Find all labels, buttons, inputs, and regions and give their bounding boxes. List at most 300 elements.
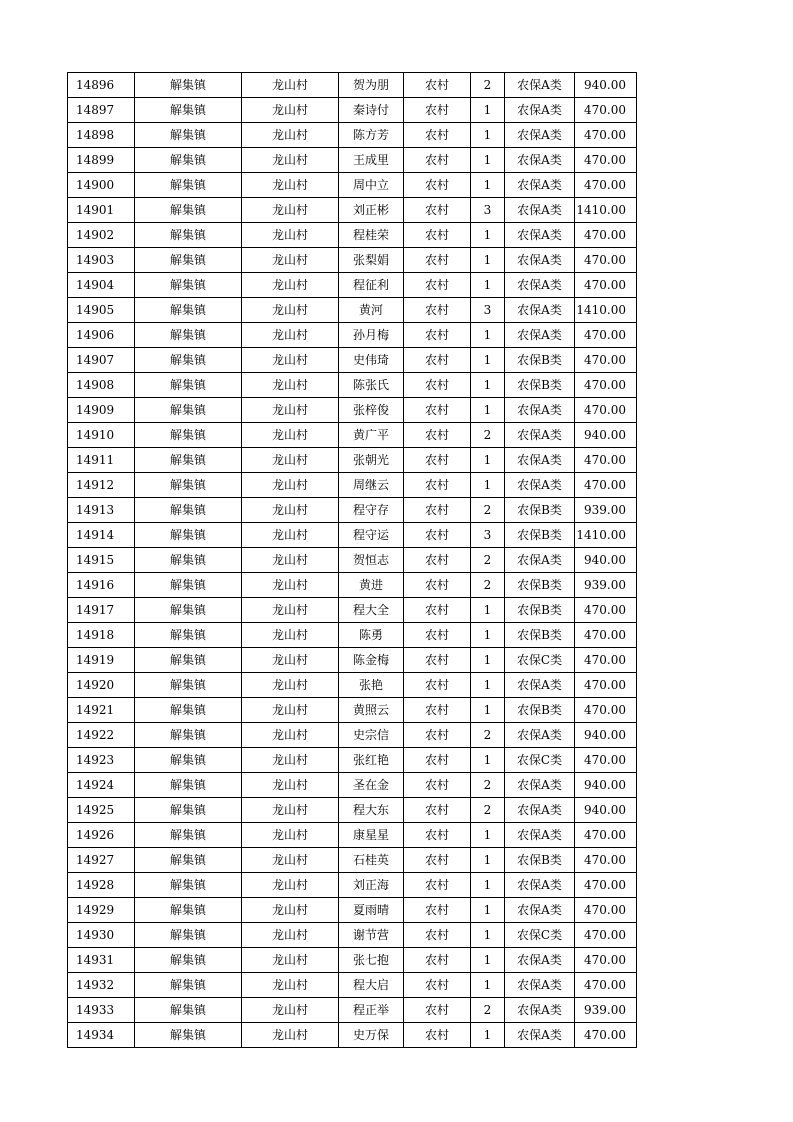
- person-name-cell: 张艳: [339, 673, 404, 698]
- village-cell: 龙山村: [242, 623, 339, 648]
- amount-cell: 940.00: [575, 73, 637, 98]
- person-name-cell: 陈张氏: [339, 373, 404, 398]
- table-row: [68, 98, 637, 123]
- record-id-cell: 14910: [68, 423, 135, 448]
- amount-cell: 470.00: [575, 698, 637, 723]
- household-type-cell: 农村: [404, 523, 471, 548]
- member-count-cell: 2: [471, 573, 505, 598]
- record-id-cell: 14934: [68, 1023, 135, 1048]
- insurance-category-cell: 农保B类: [505, 848, 575, 873]
- member-count-cell: 1: [471, 623, 505, 648]
- household-type-cell: 农村: [404, 223, 471, 248]
- amount-cell: 470.00: [575, 248, 637, 273]
- village-cell: 龙山村: [242, 73, 339, 98]
- table-row: [68, 673, 637, 698]
- insurance-category-cell: 农保A类: [505, 198, 575, 223]
- amount-cell: 1410.00: [575, 523, 637, 548]
- village-cell: 龙山村: [242, 573, 339, 598]
- member-count-cell: 2: [471, 73, 505, 98]
- village-cell: 龙山村: [242, 298, 339, 323]
- table-row: [68, 323, 637, 348]
- household-type-cell: 农村: [404, 898, 471, 923]
- table-row: [68, 898, 637, 923]
- table-row: [68, 173, 637, 198]
- insurance-category-cell: 农保A类: [505, 248, 575, 273]
- record-id-cell: 14923: [68, 748, 135, 773]
- household-type-cell: 农村: [404, 973, 471, 998]
- member-count-cell: 1: [471, 123, 505, 148]
- town-cell: 解集镇: [135, 698, 242, 723]
- table-row: [68, 348, 637, 373]
- amount-cell: 470.00: [575, 223, 637, 248]
- record-id-cell: 14914: [68, 523, 135, 548]
- insurance-category-cell: 农保A类: [505, 73, 575, 98]
- town-cell: 解集镇: [135, 498, 242, 523]
- village-cell: 龙山村: [242, 223, 339, 248]
- record-id-cell: 14903: [68, 248, 135, 273]
- town-cell: 解集镇: [135, 798, 242, 823]
- town-cell: 解集镇: [135, 998, 242, 1023]
- village-cell: 龙山村: [242, 973, 339, 998]
- table-row: [68, 423, 637, 448]
- amount-cell: 940.00: [575, 423, 637, 448]
- table-row: [68, 498, 637, 523]
- member-count-cell: 1: [471, 148, 505, 173]
- record-id-cell: 14930: [68, 923, 135, 948]
- record-id-cell: 14897: [68, 98, 135, 123]
- member-count-cell: 1: [471, 898, 505, 923]
- household-type-cell: 农村: [404, 323, 471, 348]
- member-count-cell: 3: [471, 198, 505, 223]
- table-row: [68, 648, 637, 673]
- town-cell: 解集镇: [135, 573, 242, 598]
- village-cell: 龙山村: [242, 123, 339, 148]
- amount-cell: 470.00: [575, 148, 637, 173]
- household-type-cell: 农村: [404, 823, 471, 848]
- amount-cell: 940.00: [575, 798, 637, 823]
- table-row: [68, 198, 637, 223]
- table-row: [68, 148, 637, 173]
- member-count-cell: 1: [471, 373, 505, 398]
- town-cell: 解集镇: [135, 273, 242, 298]
- village-cell: 龙山村: [242, 1023, 339, 1048]
- member-count-cell: 1: [471, 173, 505, 198]
- person-name-cell: 孙月梅: [339, 323, 404, 348]
- insurance-category-cell: 农保A类: [505, 148, 575, 173]
- amount-cell: 470.00: [575, 673, 637, 698]
- amount-cell: 470.00: [575, 623, 637, 648]
- member-count-cell: 1: [471, 973, 505, 998]
- record-id-cell: 14916: [68, 573, 135, 598]
- member-count-cell: 1: [471, 648, 505, 673]
- household-type-cell: 农村: [404, 498, 471, 523]
- member-count-cell: 2: [471, 773, 505, 798]
- household-type-cell: 农村: [404, 873, 471, 898]
- table-row: [68, 773, 637, 798]
- household-type-cell: 农村: [404, 273, 471, 298]
- insurance-category-cell: 农保A类: [505, 173, 575, 198]
- person-name-cell: 程守运: [339, 523, 404, 548]
- amount-cell: 470.00: [575, 448, 637, 473]
- town-cell: 解集镇: [135, 873, 242, 898]
- record-id-cell: 14932: [68, 973, 135, 998]
- person-name-cell: 周继云: [339, 473, 404, 498]
- table-row: [68, 573, 637, 598]
- record-id-cell: 14896: [68, 73, 135, 98]
- town-cell: 解集镇: [135, 648, 242, 673]
- person-name-cell: 程征利: [339, 273, 404, 298]
- amount-cell: 940.00: [575, 723, 637, 748]
- amount-cell: 1410.00: [575, 298, 637, 323]
- person-name-cell: 秦诗付: [339, 98, 404, 123]
- household-type-cell: 农村: [404, 798, 471, 823]
- person-name-cell: 张梓俊: [339, 398, 404, 423]
- town-cell: 解集镇: [135, 373, 242, 398]
- table-row: [68, 273, 637, 298]
- household-type-cell: 农村: [404, 773, 471, 798]
- amount-cell: 470.00: [575, 873, 637, 898]
- household-type-cell: 农村: [404, 298, 471, 323]
- insurance-category-cell: 农保B类: [505, 498, 575, 523]
- town-cell: 解集镇: [135, 348, 242, 373]
- town-cell: 解集镇: [135, 473, 242, 498]
- insurance-category-cell: 农保A类: [505, 423, 575, 448]
- village-cell: 龙山村: [242, 998, 339, 1023]
- amount-cell: 940.00: [575, 773, 637, 798]
- record-id-cell: 14901: [68, 198, 135, 223]
- insurance-category-cell: 农保A类: [505, 323, 575, 348]
- amount-cell: 470.00: [575, 823, 637, 848]
- person-name-cell: 黄照云: [339, 698, 404, 723]
- table-row: [68, 548, 637, 573]
- member-count-cell: 2: [471, 998, 505, 1023]
- insurance-category-cell: 农保B类: [505, 523, 575, 548]
- village-cell: 龙山村: [242, 198, 339, 223]
- town-cell: 解集镇: [135, 623, 242, 648]
- table-row: [68, 848, 637, 873]
- person-name-cell: 刘正海: [339, 873, 404, 898]
- insurance-category-cell: 农保A类: [505, 548, 575, 573]
- person-name-cell: 张红艳: [339, 748, 404, 773]
- insurance-category-cell: 农保A类: [505, 273, 575, 298]
- town-cell: 解集镇: [135, 973, 242, 998]
- table-row: [68, 473, 637, 498]
- table-row: [68, 398, 637, 423]
- member-count-cell: 2: [471, 498, 505, 523]
- insurance-category-cell: 农保A类: [505, 798, 575, 823]
- member-count-cell: 1: [471, 673, 505, 698]
- town-cell: 解集镇: [135, 523, 242, 548]
- member-count-cell: 1: [471, 873, 505, 898]
- member-count-cell: 1: [471, 98, 505, 123]
- village-cell: 龙山村: [242, 898, 339, 923]
- insurance-category-cell: 农保A类: [505, 898, 575, 923]
- insurance-category-cell: 农保A类: [505, 98, 575, 123]
- table-row: [68, 698, 637, 723]
- record-id-cell: 14933: [68, 998, 135, 1023]
- village-cell: 龙山村: [242, 498, 339, 523]
- insurance-category-cell: 农保B类: [505, 623, 575, 648]
- town-cell: 解集镇: [135, 223, 242, 248]
- household-type-cell: 农村: [404, 623, 471, 648]
- household-type-cell: 农村: [404, 98, 471, 123]
- household-type-cell: 农村: [404, 673, 471, 698]
- town-cell: 解集镇: [135, 823, 242, 848]
- person-name-cell: 刘正彬: [339, 198, 404, 223]
- insurance-category-cell: 农保A类: [505, 873, 575, 898]
- person-name-cell: 程大全: [339, 598, 404, 623]
- village-cell: 龙山村: [242, 923, 339, 948]
- person-name-cell: 程桂荣: [339, 223, 404, 248]
- insurance-category-cell: 农保A类: [505, 1023, 575, 1048]
- insurance-category-cell: 农保C类: [505, 923, 575, 948]
- village-cell: 龙山村: [242, 398, 339, 423]
- village-cell: 龙山村: [242, 248, 339, 273]
- town-cell: 解集镇: [135, 673, 242, 698]
- town-cell: 解集镇: [135, 123, 242, 148]
- record-id-cell: 14920: [68, 673, 135, 698]
- insurance-category-cell: 农保B类: [505, 598, 575, 623]
- village-cell: 龙山村: [242, 848, 339, 873]
- town-cell: 解集镇: [135, 323, 242, 348]
- table-row: [68, 248, 637, 273]
- record-id-cell: 14919: [68, 648, 135, 673]
- table-row: [68, 873, 637, 898]
- table-body: [68, 73, 637, 1048]
- household-type-cell: 农村: [404, 598, 471, 623]
- record-id-cell: 14927: [68, 848, 135, 873]
- amount-cell: 470.00: [575, 473, 637, 498]
- household-type-cell: 农村: [404, 448, 471, 473]
- household-type-cell: 农村: [404, 698, 471, 723]
- village-cell: 龙山村: [242, 598, 339, 623]
- record-id-cell: 14924: [68, 773, 135, 798]
- household-type-cell: 农村: [404, 373, 471, 398]
- town-cell: 解集镇: [135, 298, 242, 323]
- person-name-cell: 史宗信: [339, 723, 404, 748]
- amount-cell: 939.00: [575, 498, 637, 523]
- insurance-category-cell: 农保A类: [505, 473, 575, 498]
- town-cell: 解集镇: [135, 248, 242, 273]
- table-row: [68, 998, 637, 1023]
- member-count-cell: 2: [471, 423, 505, 448]
- record-id-cell: 14907: [68, 348, 135, 373]
- insurance-category-cell: 农保A类: [505, 223, 575, 248]
- table-row: [68, 123, 637, 148]
- person-name-cell: 黄广平: [339, 423, 404, 448]
- record-id-cell: 14908: [68, 373, 135, 398]
- person-name-cell: 程守存: [339, 498, 404, 523]
- amount-cell: 470.00: [575, 848, 637, 873]
- member-count-cell: 2: [471, 548, 505, 573]
- village-cell: 龙山村: [242, 723, 339, 748]
- member-count-cell: 1: [471, 948, 505, 973]
- record-id-cell: 14925: [68, 798, 135, 823]
- village-cell: 龙山村: [242, 823, 339, 848]
- insurance-category-cell: 农保C类: [505, 748, 575, 773]
- record-id-cell: 14904: [68, 273, 135, 298]
- amount-cell: 470.00: [575, 373, 637, 398]
- town-cell: 解集镇: [135, 848, 242, 873]
- person-name-cell: 张七抱: [339, 948, 404, 973]
- town-cell: 解集镇: [135, 448, 242, 473]
- record-id-cell: 14905: [68, 298, 135, 323]
- household-type-cell: 农村: [404, 573, 471, 598]
- amount-cell: 470.00: [575, 923, 637, 948]
- amount-cell: 939.00: [575, 573, 637, 598]
- person-name-cell: 史万保: [339, 1023, 404, 1048]
- household-type-cell: 农村: [404, 123, 471, 148]
- table-row: [68, 448, 637, 473]
- household-type-cell: 农村: [404, 73, 471, 98]
- member-count-cell: 1: [471, 848, 505, 873]
- insurance-category-cell: 农保B类: [505, 373, 575, 398]
- person-name-cell: 贺恒志: [339, 548, 404, 573]
- member-count-cell: 1: [471, 348, 505, 373]
- member-count-cell: 1: [471, 273, 505, 298]
- household-type-cell: 农村: [404, 198, 471, 223]
- table-row: [68, 523, 637, 548]
- person-name-cell: 王成里: [339, 148, 404, 173]
- person-name-cell: 史伟琦: [339, 348, 404, 373]
- household-type-cell: 农村: [404, 173, 471, 198]
- record-id-cell: 14911: [68, 448, 135, 473]
- insurance-category-cell: 农保C类: [505, 648, 575, 673]
- record-id-cell: 14899: [68, 148, 135, 173]
- table-row: [68, 748, 637, 773]
- amount-cell: 470.00: [575, 273, 637, 298]
- town-cell: 解集镇: [135, 773, 242, 798]
- record-id-cell: 14902: [68, 223, 135, 248]
- village-cell: 龙山村: [242, 798, 339, 823]
- record-id-cell: 14898: [68, 123, 135, 148]
- person-name-cell: 夏雨晴: [339, 898, 404, 923]
- insurance-category-cell: 农保A类: [505, 298, 575, 323]
- insurance-category-cell: 农保A类: [505, 998, 575, 1023]
- amount-cell: 470.00: [575, 323, 637, 348]
- amount-cell: 470.00: [575, 398, 637, 423]
- amount-cell: 470.00: [575, 898, 637, 923]
- record-id-cell: 14921: [68, 698, 135, 723]
- amount-cell: 470.00: [575, 648, 637, 673]
- person-name-cell: 周中立: [339, 173, 404, 198]
- person-name-cell: 贺为朋: [339, 73, 404, 98]
- record-id-cell: 14926: [68, 823, 135, 848]
- record-id-cell: 14912: [68, 473, 135, 498]
- record-id-cell: 14915: [68, 548, 135, 573]
- member-count-cell: 1: [471, 823, 505, 848]
- table-row: [68, 923, 637, 948]
- member-count-cell: 1: [471, 923, 505, 948]
- allowance-table: [67, 72, 637, 1048]
- insurance-category-cell: 农保B类: [505, 348, 575, 373]
- village-cell: 龙山村: [242, 348, 339, 373]
- member-count-cell: 1: [471, 598, 505, 623]
- table-row: [68, 623, 637, 648]
- town-cell: 解集镇: [135, 423, 242, 448]
- town-cell: 解集镇: [135, 898, 242, 923]
- amount-cell: 470.00: [575, 1023, 637, 1048]
- village-cell: 龙山村: [242, 773, 339, 798]
- village-cell: 龙山村: [242, 673, 339, 698]
- person-name-cell: 程正举: [339, 998, 404, 1023]
- person-name-cell: 黄进: [339, 573, 404, 598]
- person-name-cell: 圣在金: [339, 773, 404, 798]
- household-type-cell: 农村: [404, 748, 471, 773]
- member-count-cell: 3: [471, 298, 505, 323]
- record-id-cell: 14918: [68, 623, 135, 648]
- town-cell: 解集镇: [135, 98, 242, 123]
- table-row: [68, 948, 637, 973]
- member-count-cell: 2: [471, 723, 505, 748]
- town-cell: 解集镇: [135, 923, 242, 948]
- insurance-category-cell: 农保A类: [505, 723, 575, 748]
- member-count-cell: 1: [471, 248, 505, 273]
- record-id-cell: 14906: [68, 323, 135, 348]
- table-row: [68, 373, 637, 398]
- village-cell: 龙山村: [242, 273, 339, 298]
- insurance-category-cell: 农保A类: [505, 123, 575, 148]
- member-count-cell: 1: [471, 473, 505, 498]
- insurance-category-cell: 农保A类: [505, 773, 575, 798]
- insurance-category-cell: 农保A类: [505, 673, 575, 698]
- household-type-cell: 农村: [404, 148, 471, 173]
- table-row: [68, 598, 637, 623]
- member-count-cell: 3: [471, 523, 505, 548]
- member-count-cell: 2: [471, 798, 505, 823]
- household-type-cell: 农村: [404, 998, 471, 1023]
- member-count-cell: 1: [471, 398, 505, 423]
- table-row: [68, 823, 637, 848]
- town-cell: 解集镇: [135, 748, 242, 773]
- household-type-cell: 农村: [404, 648, 471, 673]
- town-cell: 解集镇: [135, 598, 242, 623]
- amount-cell: 470.00: [575, 598, 637, 623]
- record-id-cell: 14909: [68, 398, 135, 423]
- household-type-cell: 农村: [404, 948, 471, 973]
- household-type-cell: 农村: [404, 248, 471, 273]
- person-name-cell: 陈金梅: [339, 648, 404, 673]
- household-type-cell: 农村: [404, 1023, 471, 1048]
- table-row: [68, 298, 637, 323]
- town-cell: 解集镇: [135, 73, 242, 98]
- town-cell: 解集镇: [135, 548, 242, 573]
- insurance-category-cell: 农保A类: [505, 973, 575, 998]
- record-id-cell: 14928: [68, 873, 135, 898]
- record-id-cell: 14931: [68, 948, 135, 973]
- insurance-category-cell: 农保B类: [505, 573, 575, 598]
- amount-cell: 1410.00: [575, 198, 637, 223]
- household-type-cell: 农村: [404, 398, 471, 423]
- table-row: [68, 723, 637, 748]
- member-count-cell: 1: [471, 223, 505, 248]
- village-cell: 龙山村: [242, 473, 339, 498]
- village-cell: 龙山村: [242, 648, 339, 673]
- amount-cell: 470.00: [575, 98, 637, 123]
- insurance-category-cell: 农保A类: [505, 398, 575, 423]
- village-cell: 龙山村: [242, 98, 339, 123]
- town-cell: 解集镇: [135, 198, 242, 223]
- village-cell: 龙山村: [242, 148, 339, 173]
- person-name-cell: 谢节营: [339, 923, 404, 948]
- village-cell: 龙山村: [242, 698, 339, 723]
- person-name-cell: 康星星: [339, 823, 404, 848]
- amount-cell: 470.00: [575, 948, 637, 973]
- household-type-cell: 农村: [404, 348, 471, 373]
- town-cell: 解集镇: [135, 173, 242, 198]
- town-cell: 解集镇: [135, 1023, 242, 1048]
- person-name-cell: 陈勇: [339, 623, 404, 648]
